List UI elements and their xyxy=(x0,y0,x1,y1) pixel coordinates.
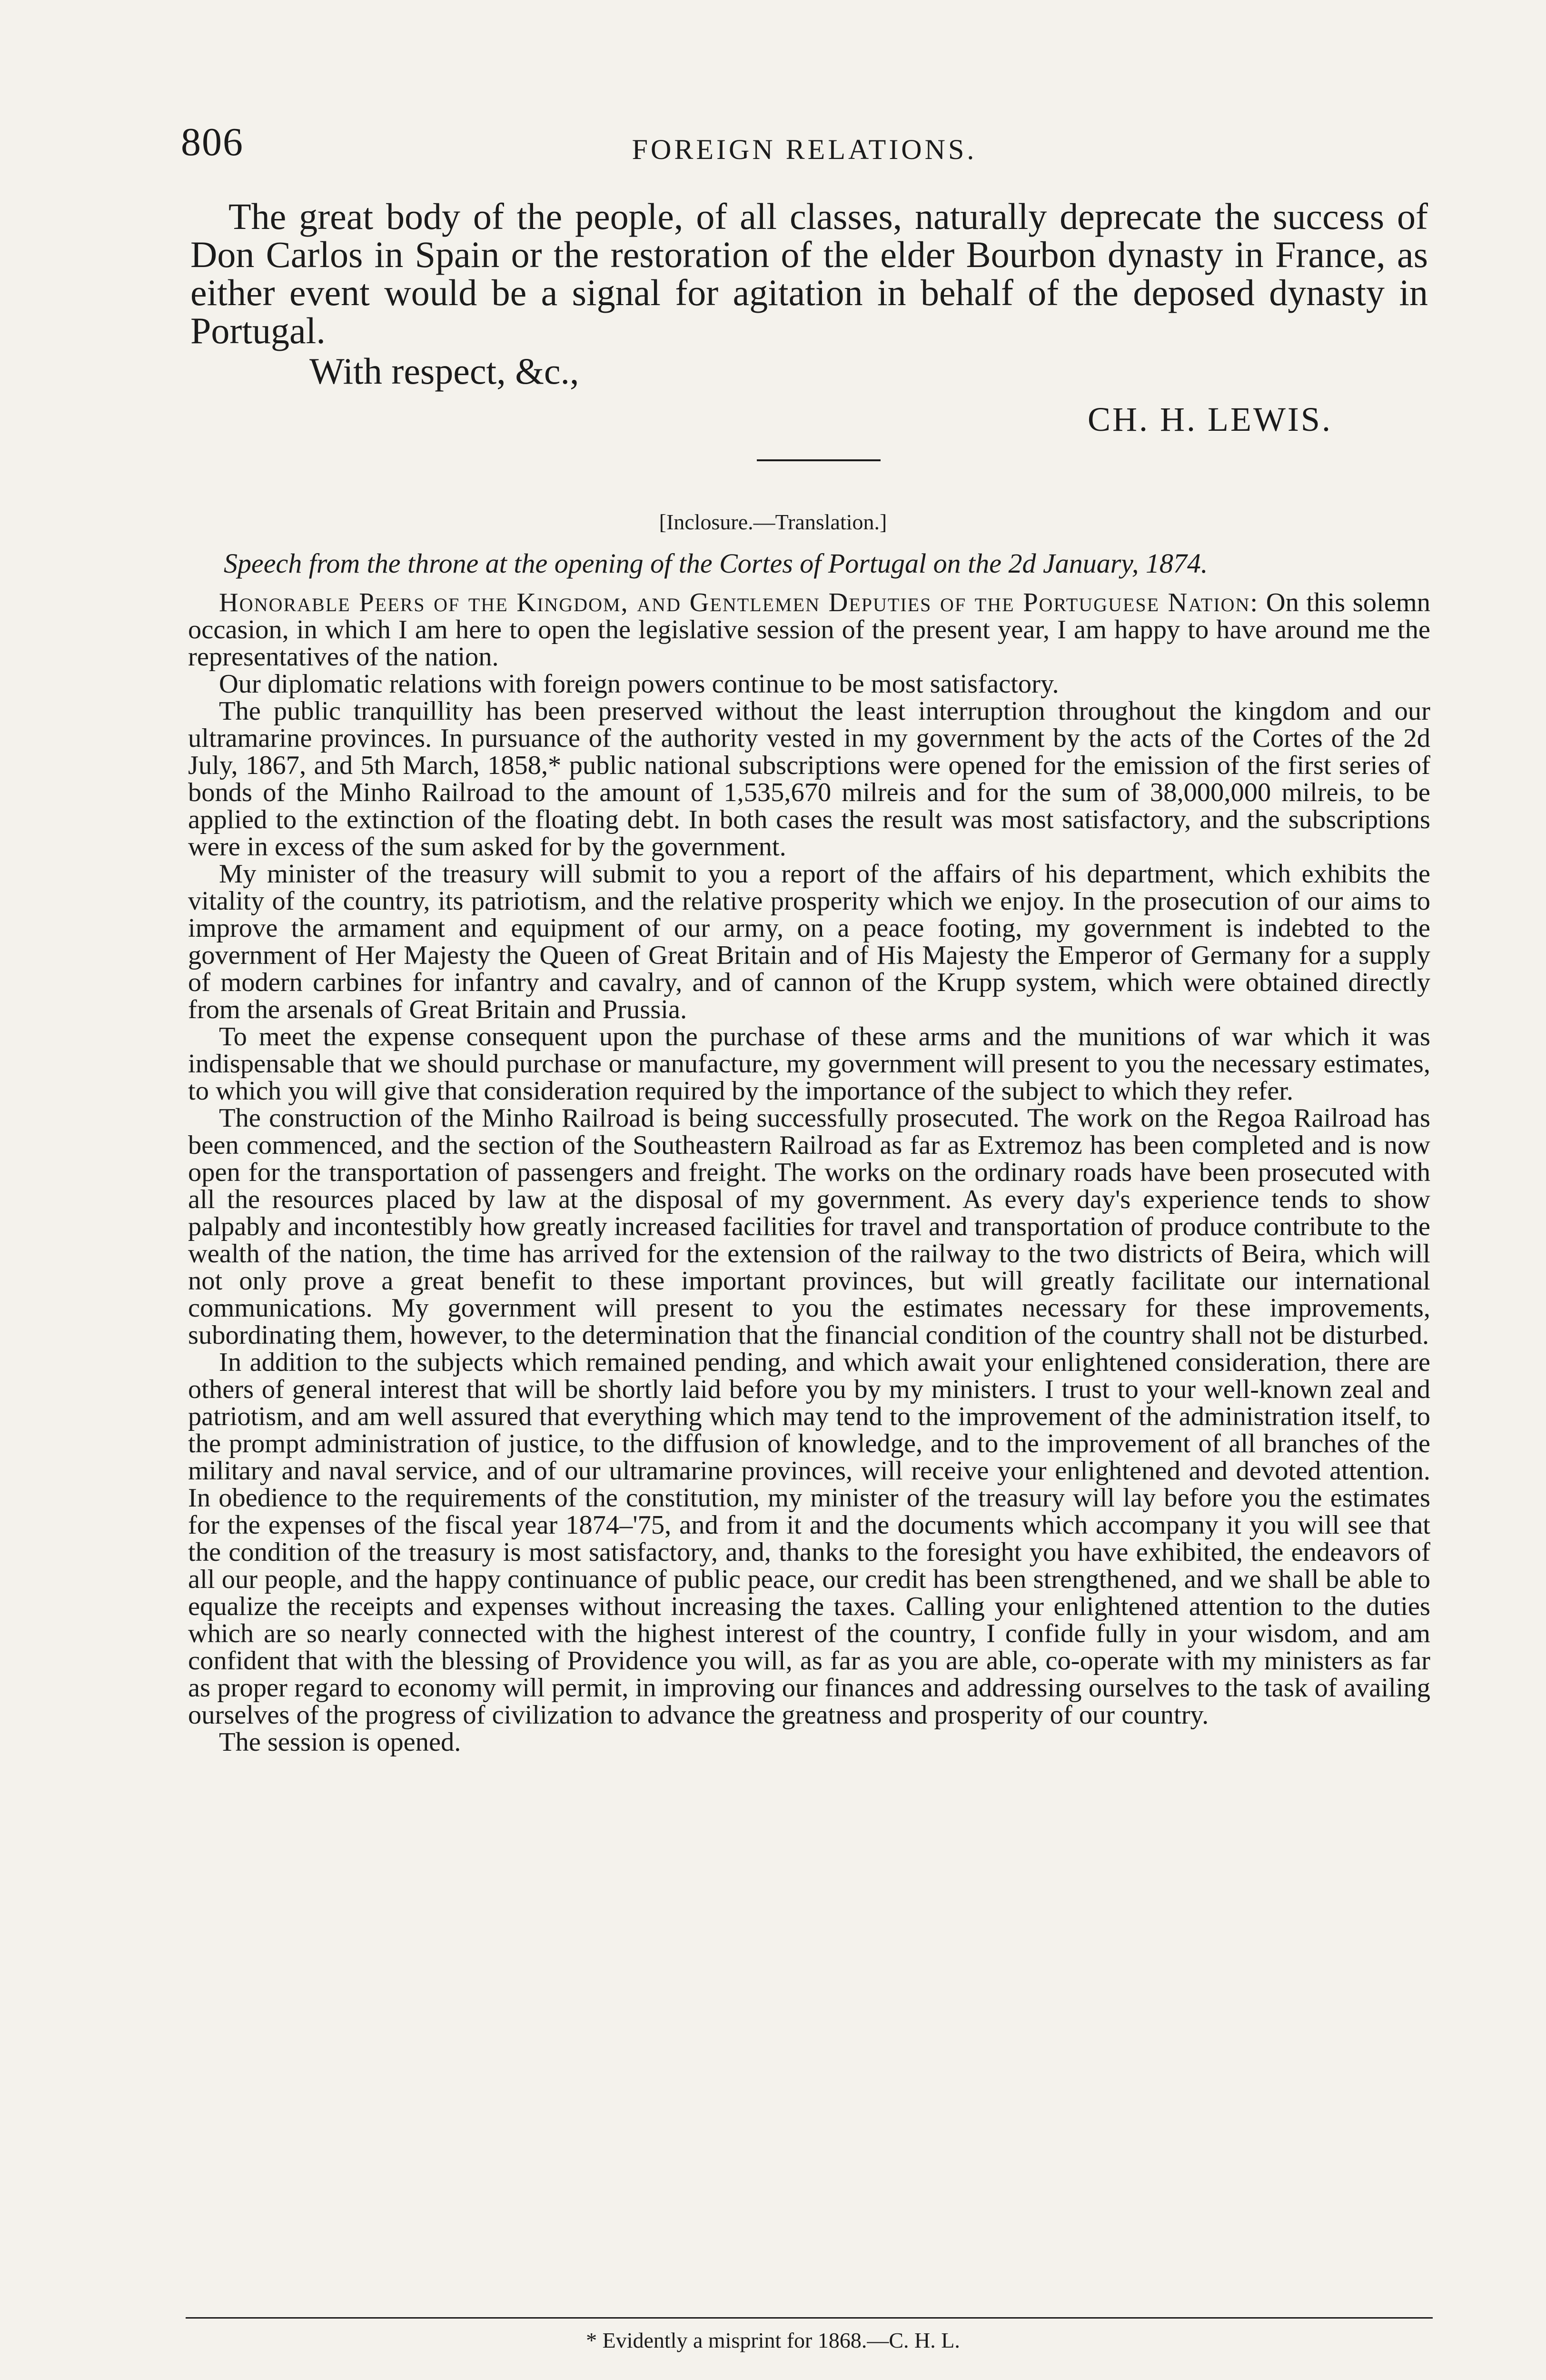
letter-closing: With respect, &c., xyxy=(309,350,579,392)
running-title: FOREIGN RELATIONS. xyxy=(632,134,977,165)
signature: CH. H. LEWIS. xyxy=(1088,400,1332,438)
speech-paragraph: The public tranquillity has been preserved without the least interruption throughout the kingdom and our ultramarine provinces. In pursuance of the authority vested in my government by the acts of the Cortes of the 2d July, 1867, and 5th March, 1858,* public national subscriptions were opened for the emission of the first series of bonds of the Minho Railroad to the amount of 1,535,670 milreis and for the sum of 38,000,000 milreis, to be applied to the extinction of the floating debt. In both cases the result was most satisfactory, and the subscriptions were in excess of the sum asked for by the government. xyxy=(188,696,1430,862)
footnote-rule xyxy=(186,2317,1433,2319)
section-divider xyxy=(757,459,881,461)
speech-title: Speech from the throne at the opening of the Cortes of Portugal on the 2d January, 1874. xyxy=(224,548,1208,579)
speech-body xyxy=(188,589,1430,1756)
lead-paragraph: The great body of the people, of all classes, naturally deprecate the success of Don Carlos in Spain or the restoration of the elder Bourbon dynasty in France, as either event would be a signal for agitation in behalf of the deposed dynasty in Portugal. xyxy=(190,196,1428,351)
speech-paragraph: Our diplomatic relations with foreign powers continue to be most satisfactory. xyxy=(219,669,1059,699)
address-text: On this solemn occasion, in which I am here to open the legislative session of the present year, I am happy to have around me the representatives of the nation. xyxy=(188,588,1430,672)
speech-paragraph: The session is opened. xyxy=(219,1727,461,1757)
address-salutation: Honorable Peers of the Kingdom, and Gentlemen Deputies of the Portuguese Nation: xyxy=(219,588,1259,617)
footnote: * Evidently a misprint for 1868.—C. H. L. xyxy=(586,2328,960,2352)
inclosure-label: [Inclosure.—Translation.] xyxy=(659,510,887,534)
speech-paragraph: To meet the expense consequent upon the purchase of these arms and the munitions of war which it was indispensable that we should purchase or manufacture, my government will present to you the necessary estimates, to which you will give that consideration required by the importance of the subject to which they refer. xyxy=(188,1022,1430,1106)
page-number: 806 xyxy=(181,120,244,164)
address-paragraph xyxy=(188,589,1430,671)
speech-paragraph: In addition to the subjects which remained pending, and which await your enlightened consideration, there are others of general interest that will be shortly laid before you by my ministers. I trust to your well-known zeal and patriotism, and am well assured that everything which may tend to the improvement of the administration itself, to the prompt administration of justice, to the diffusion of knowledge, and to the improvement of all branches of the military and naval service, and of our ultramarine provinces, will receive your enlightened and devoted attention. In obedience to the requirements of the constitution, my minister of the treasury will lay before you the estimates for the expenses of the fiscal year 1874–'75, and from it and the documents which accompany it you will see that the condition of the treasury is most satisfactory, and, thanks to the foresight you have exhibited, the endeavors of all our people, and the happy continuance of public peace, our credit has been strengthened, and we shall be able to equalize the receipts and expenses without increasing the taxes. Calling your enlightened attention to the duties which are so nearly connected with the highest interest of the country, I confide fully in your wisdom, and am confident that with the blessing of Providence you will, as far as you are able, co-operate with my ministers as far as proper regard to economy will permit, in improving our finances and addressing ourselves to the task of availing ourselves of the progress of civilization to advance the greatness and prosperity of our country. xyxy=(188,1348,1430,1730)
speech-paragraph: The construction of the Minho Railroad is being successfully prosecuted. The work on the Regoa Railroad has been commenced, and the section of the Southeastern Railroad as far as Extremoz has been completed and is now open for the transportation of passengers and freight. The works on the ordinary roads have been prosecuted with all the resources placed by law at the disposal of my government. As every day's experience tends to show palpably and incontestibly how greatly increased facilities for travel and transportation of produce contribute to the wealth of the nation, the time has arrived for the extension of the railway to the two districts of Beira, which will not only prove a great benefit to these important provinces, but will greatly facilitate our international communications. My government will present to you the estimates necessary for these improvements, subordinating them, however, to the determination that the financial condition of the country shall not be disturbed. xyxy=(188,1103,1430,1350)
letter-body xyxy=(190,198,1428,350)
speech-paragraph: My minister of the treasury will submit to you a report of the affairs of his department, which exhibits the vitality of the country, its patriotism, and the relative prosperity which we enjoy. In the prosecution of our aims to improve the armament and equipment of our army, on a peace footing, my government is indebted to the government of Her Majesty the Queen of Great Britain and of His Majesty the Emperor of Germany for a supply of modern carbines for infantry and cavalry, and of cannon of the Krupp system, which were obtained directly from the arsenals of Great Britain and Prussia. xyxy=(188,859,1430,1024)
page-header xyxy=(181,119,1428,171)
